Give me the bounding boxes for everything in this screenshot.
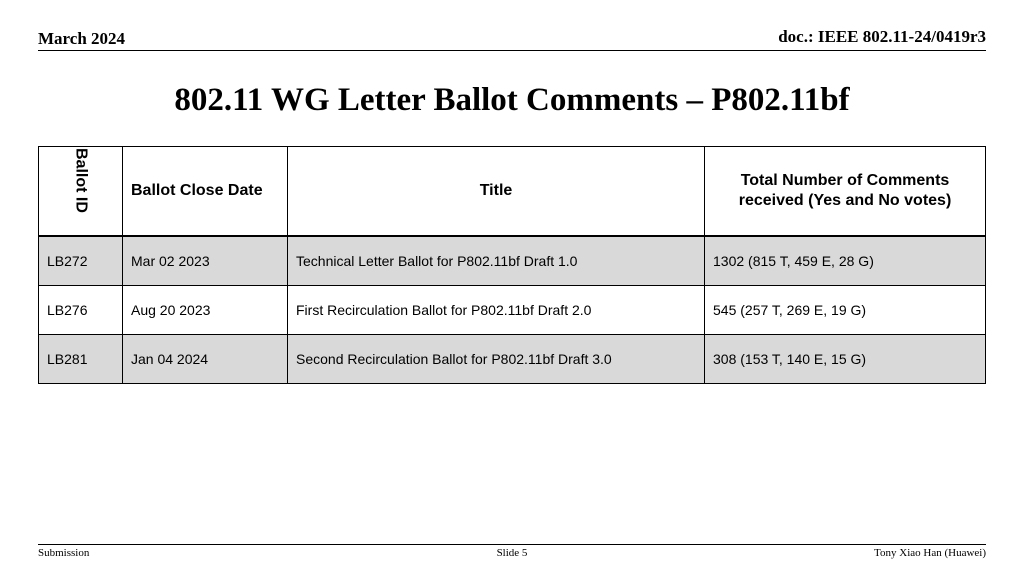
slide-title: 802.11 WG Letter Ballot Comments – P802.11bf <box>174 82 850 118</box>
header-doc-id: doc.: IEEE 802.11-24/0419r3 <box>778 27 986 46</box>
cell-total: 308 (153 T, 140 E, 15 G) <box>705 335 986 384</box>
header-close-date: Ballot Close Date <box>123 147 288 237</box>
table-row <box>39 236 986 286</box>
table-row <box>39 286 986 335</box>
header-total-comments: Total Number of Comments received (Yes and No votes) <box>705 147 986 237</box>
cell-ballot-id: LB276 <box>39 286 123 335</box>
cell-ballot-id: LB272 <box>39 236 123 286</box>
cell-ballot-id: LB281 <box>39 335 123 384</box>
header-ballot-id <box>39 147 123 237</box>
footer-author: Tony Xiao Han (Huawei) <box>874 547 986 559</box>
cell-close-date: Aug 20 2023 <box>123 286 288 335</box>
header-title: Title <box>288 147 705 237</box>
header-date: March 2024 <box>38 29 126 48</box>
table-header-row <box>39 147 986 237</box>
cell-total: 1302 (815 T, 459 E, 28 G) <box>705 236 986 286</box>
cell-total: 545 (257 T, 269 E, 19 G) <box>705 286 986 335</box>
header-divider <box>38 50 986 51</box>
cell-title: Second Recirculation Ballot for P802.11bf Draft 3.0 <box>288 335 705 384</box>
cell-close-date: Mar 02 2023 <box>123 236 288 286</box>
footer-submission: Submission <box>38 547 90 559</box>
table-row <box>39 335 986 384</box>
header-ballot-id-label: Ballot ID <box>72 148 90 213</box>
cell-title: Technical Letter Ballot for P802.11bf Draft 1.0 <box>288 236 705 286</box>
footer-divider <box>38 544 986 545</box>
footer-slide-number: Slide 5 <box>496 547 528 559</box>
ballot-table <box>38 146 986 384</box>
cell-close-date: Jan 04 2024 <box>123 335 288 384</box>
cell-title: First Recirculation Ballot for P802.11bf Draft 2.0 <box>288 286 705 335</box>
